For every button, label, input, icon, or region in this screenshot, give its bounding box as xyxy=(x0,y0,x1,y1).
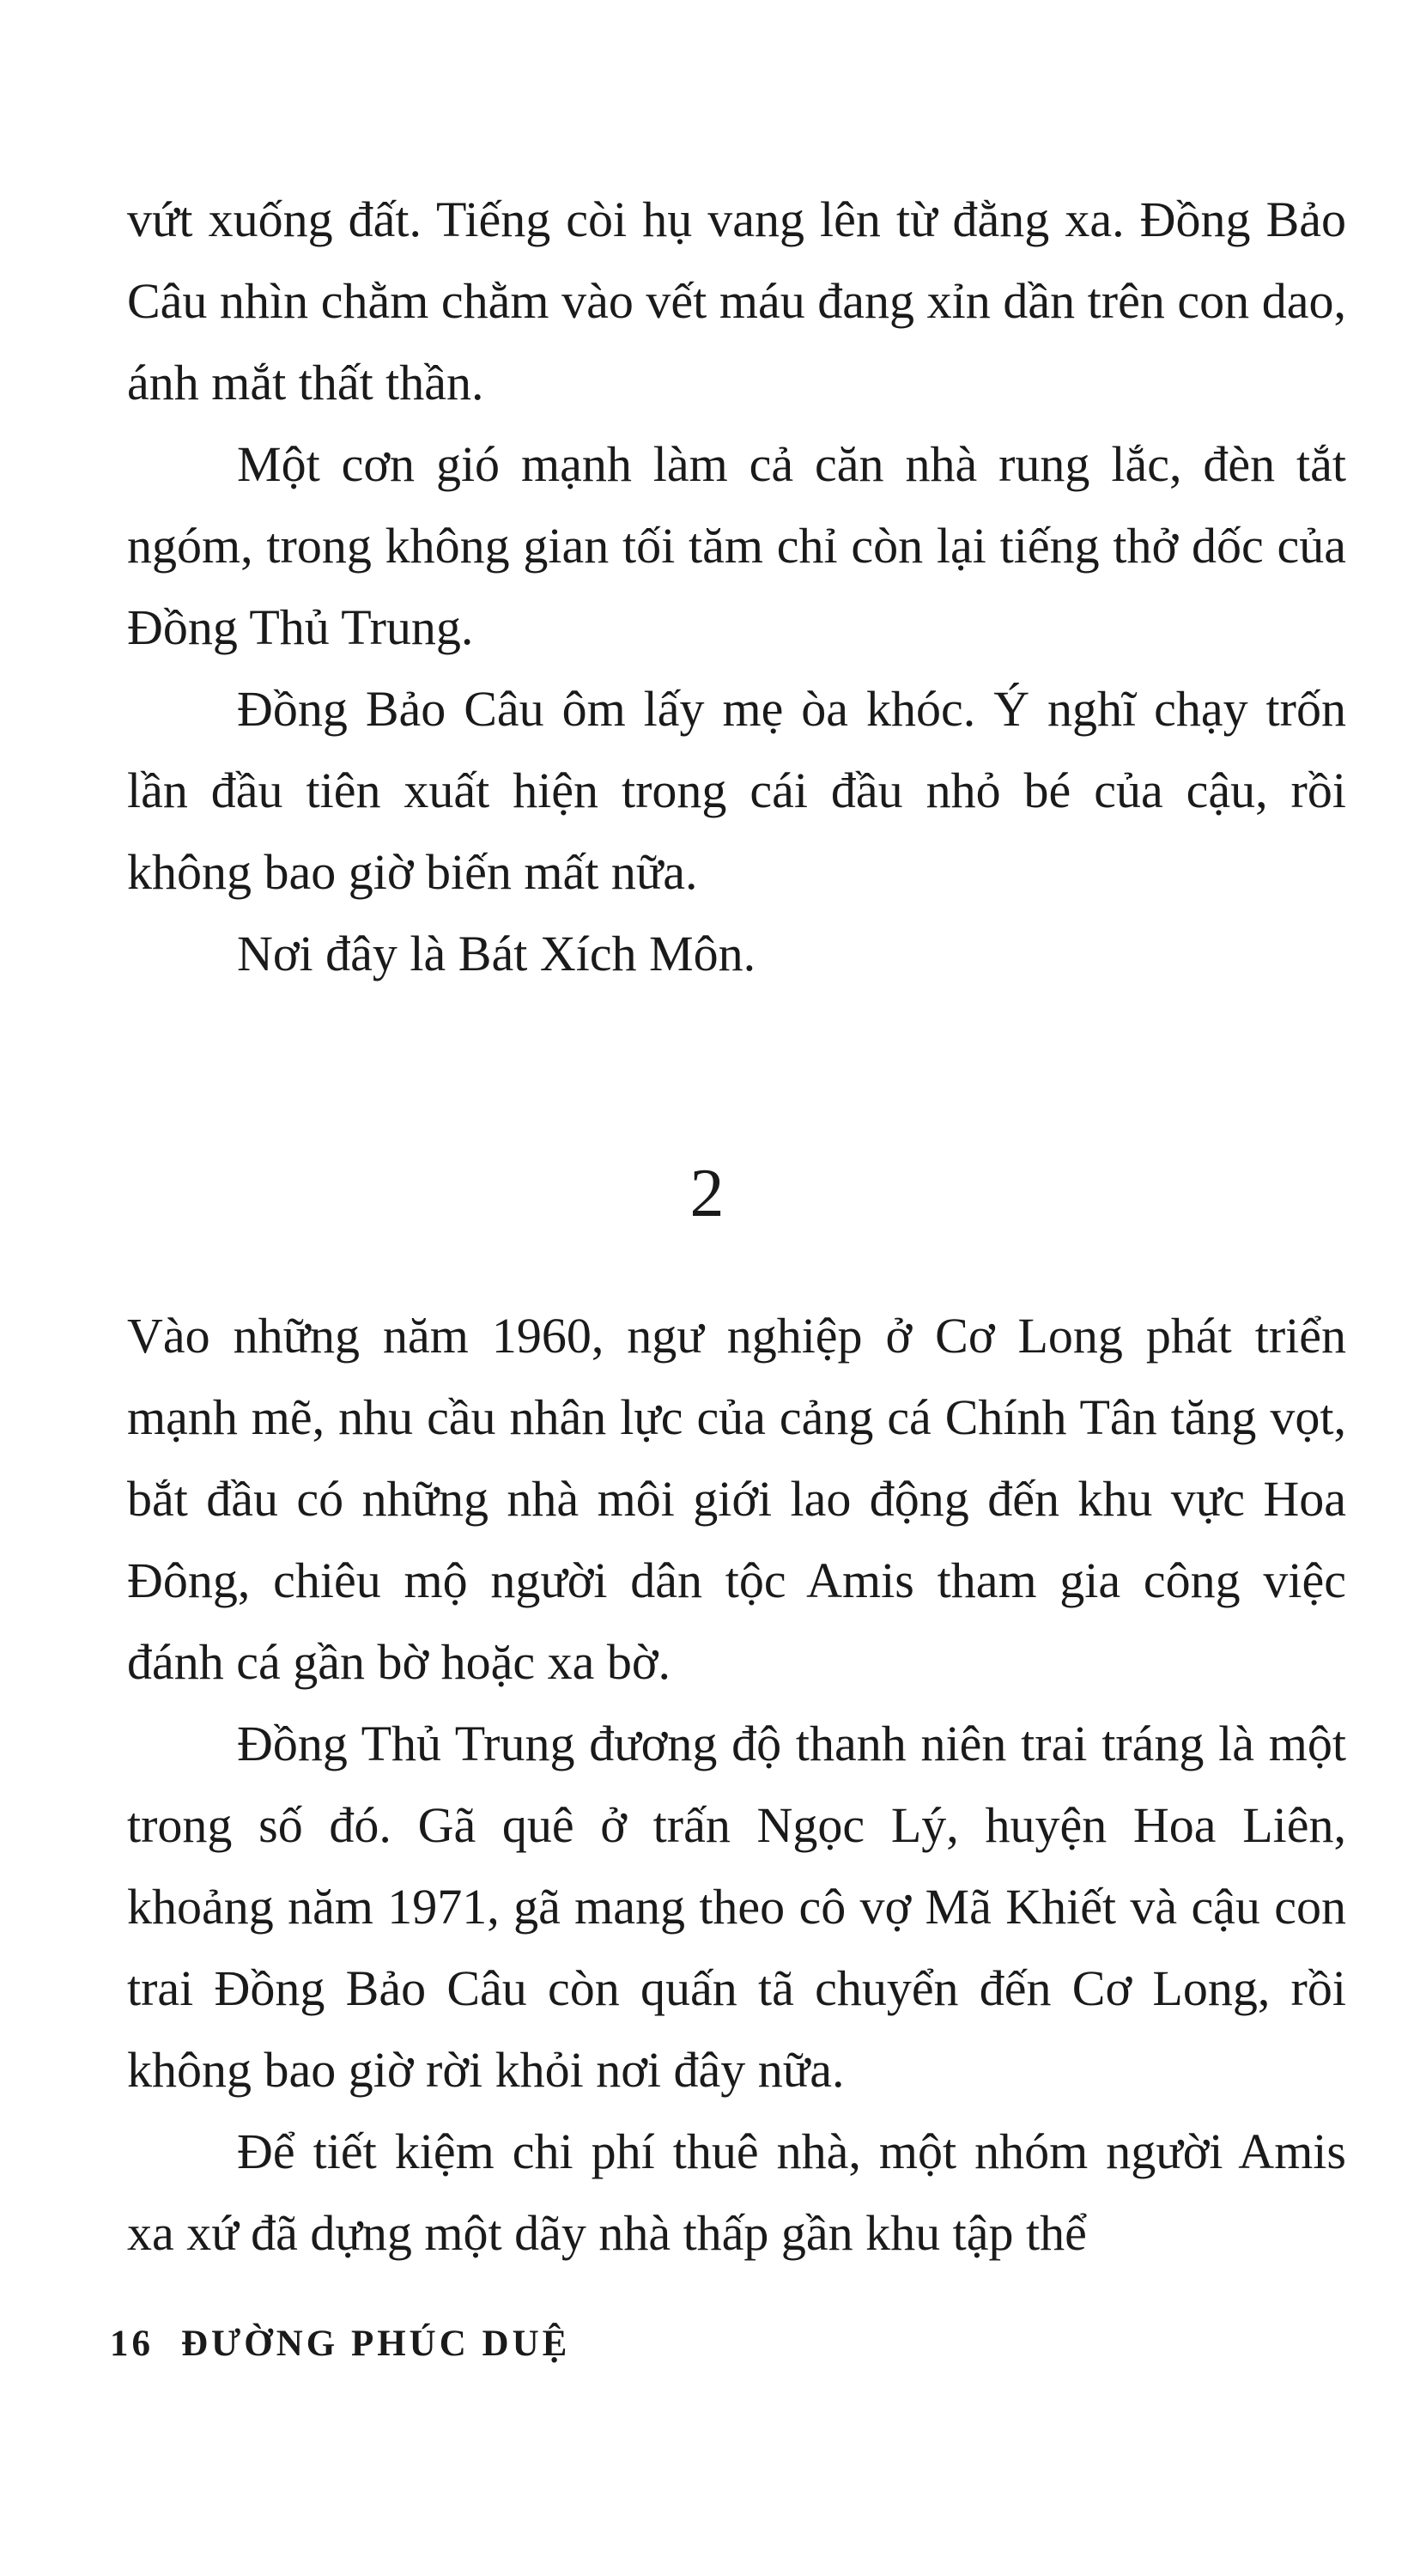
chapter-text-block xyxy=(127,1295,1346,2274)
paragraph-continued: vứt xuống đất. Tiếng còi hụ vang lên từ đằng xa. Đồng Bảo Câu nhìn chằm chằm vào vết máu đang xỉn dần trên con dao, ánh mắt thất thần. xyxy=(127,191,1346,410)
running-title: ĐƯỜNG PHÚC DUỆ xyxy=(181,2324,571,2364)
paragraph: Đồng Bảo Câu ôm lấy mẹ òa khóc. Ý nghĩ chạy trốn lần đầu tiên xuất hiện trong cái đầu nhỏ bé của cậu, rồi không bao giờ biến mất nữa. xyxy=(127,681,1346,900)
page-footer xyxy=(110,2318,570,2370)
paragraph: Nơi đây là Bát Xích Môn. xyxy=(237,926,756,981)
paragraph: Một cơn gió mạnh làm cả căn nhà rung lắc, đèn tắt ngóm, trong không gian tối tăm chỉ còn lại tiếng thở dốc của Đồng Thủ Trung. xyxy=(127,436,1346,655)
opening-text-block xyxy=(127,179,1346,994)
chapter-first-paragraph: Vào những năm 1960, ngư nghiệp ở Cơ Long phát triển mạnh mẽ, nhu cầu nhân lực của cảng cá Chính Tân tăng vọt, bắt đầu có những nhà môi giới lao động đến khu vực Hoa Đông, chiêu mộ người dân tộc Amis tham gia công việc đánh cá gần bờ hoặc xa bờ. xyxy=(127,1308,1346,1690)
paragraph: Để tiết kiệm chi phí thuê nhà, một nhóm người Amis xa xứ đã dựng một dãy nhà thấp gần khu tập thể xyxy=(127,2123,1346,2261)
page-number: 16 xyxy=(110,2324,154,2364)
chapter-number: 2 xyxy=(689,1156,725,1231)
paragraph: Đồng Thủ Trung đương độ thanh niên trai tráng là một trong số đó. Gã quê ở trấn Ngọc Lý, huyện Hoa Liên, khoảng năm 1971, gã mang theo cô vợ Mã Khiết và cậu con trai Đồng Bảo Câu còn quấn tã chuyển đến Cơ Long, rồi không bao giờ rời khỏi nơi đây nữa. xyxy=(127,1716,1346,2098)
